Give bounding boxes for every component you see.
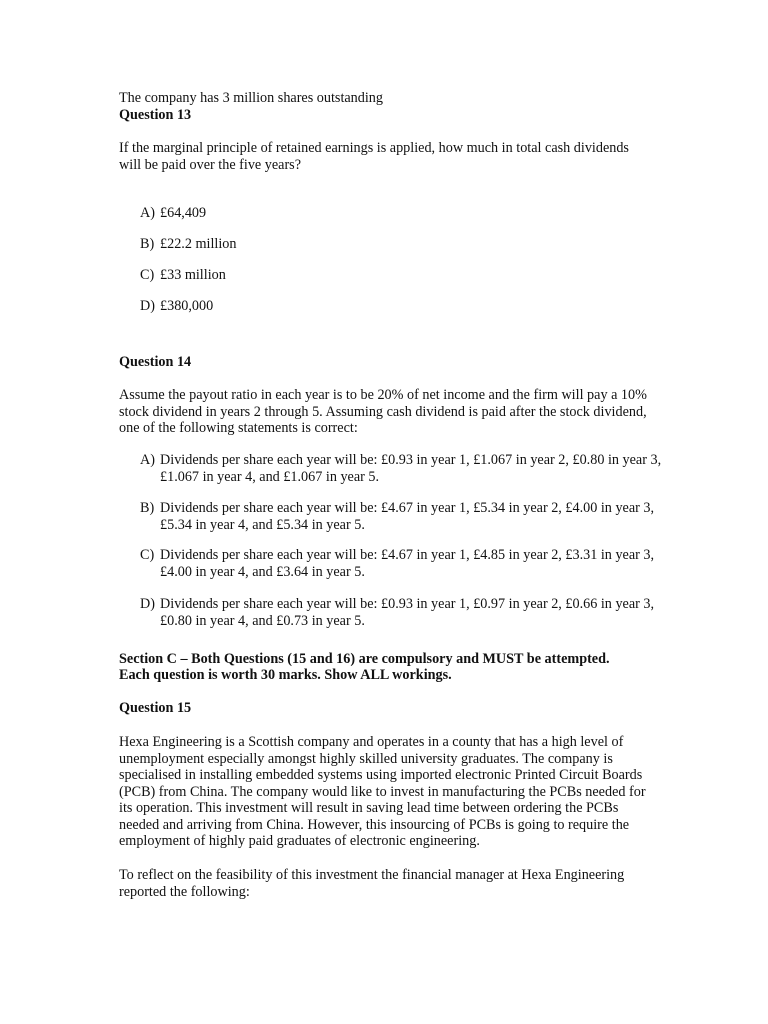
- q13-option-c: [140, 267, 680, 284]
- option-label: D): [140, 298, 155, 314]
- question-15-paragraph-1: Hexa Engineering is a Scottish company and operates in a county that has a high level of unemployment especially amongst highly skilled university graduates. The company is specialised in installing embedded systems using imported electronic Printed Circuit Boards (PCB) from China. The company would like to invest in manufacturing the PCBs needed for its operation. This investment will result in saving lead time between ordering the PCBs needed and arriving from China. However, this insourcing of PCBs is going to require the employment of highly paid graduates of electronic engineering.: [119, 734, 646, 849]
- option-label: A): [140, 452, 155, 468]
- q13-option-a: [140, 205, 680, 222]
- section-c-line-1: Section C – Both Questions (15 and 16) are compulsory and MUST be attempted.: [119, 651, 610, 667]
- intro-text: The company has 3 million shares outstanding: [119, 90, 383, 106]
- q13-option-b: [140, 236, 680, 253]
- option-label: D): [140, 596, 155, 612]
- option-text: £22.2 million: [160, 236, 237, 252]
- option-label: B): [140, 500, 155, 516]
- option-text: Dividends per share each year will be: £0.93 in year 1, £1.067 in year 2, £0.80 in year 3, £1.067 in year 4, and £1.067 in year 5.: [160, 452, 662, 485]
- option-label: A): [140, 205, 155, 221]
- q14-option-a: [140, 452, 680, 485]
- option-text: £33 million: [160, 267, 226, 283]
- question-13-text: If the marginal principle of retained earnings is applied, how much in total cash dividends will be paid over the five years?: [119, 140, 629, 173]
- question-13-title: Question 13: [119, 107, 192, 123]
- question-15-paragraph-2: To reflect on the feasibility of this investment the financial manager at Hexa Engineering reported the following:: [119, 867, 625, 900]
- question-14-text: Assume the payout ratio in each year is to be 20% of net income and the firm will pay a 10% stock dividend in years 2 through 5. Assuming cash dividend is paid after the stock dividend, one of the following statements is correct:: [119, 387, 647, 436]
- option-text: Dividends per share each year will be: £4.67 in year 1, £5.34 in year 2, £4.00 in year 3, £5.34 in year 4, and £5.34 in year 5.: [160, 500, 655, 533]
- q14-option-d: [140, 596, 680, 629]
- section-c-line-2: Each question is worth 30 marks. Show ALL workings.: [119, 667, 452, 683]
- option-text: £64,409: [160, 205, 207, 221]
- option-text: £380,000: [160, 298, 214, 314]
- q13-option-d: [140, 298, 680, 315]
- option-text: Dividends per share each year will be: £0.93 in year 1, £0.97 in year 2, £0.66 in year 3, £0.80 in year 4, and £0.73 in year 5.: [160, 596, 655, 629]
- option-label: C): [140, 547, 155, 563]
- q14-option-b: [140, 500, 680, 533]
- option-text: Dividends per share each year will be: £4.67 in year 1, £4.85 in year 2, £3.31 in year 3, £4.00 in year 4, and £3.64 in year 5.: [160, 547, 655, 580]
- option-label: C): [140, 267, 155, 283]
- question-14-title: Question 14: [119, 354, 192, 370]
- option-label: B): [140, 236, 155, 252]
- q14-option-c: [140, 547, 680, 580]
- question-15-title: Question 15: [119, 700, 192, 716]
